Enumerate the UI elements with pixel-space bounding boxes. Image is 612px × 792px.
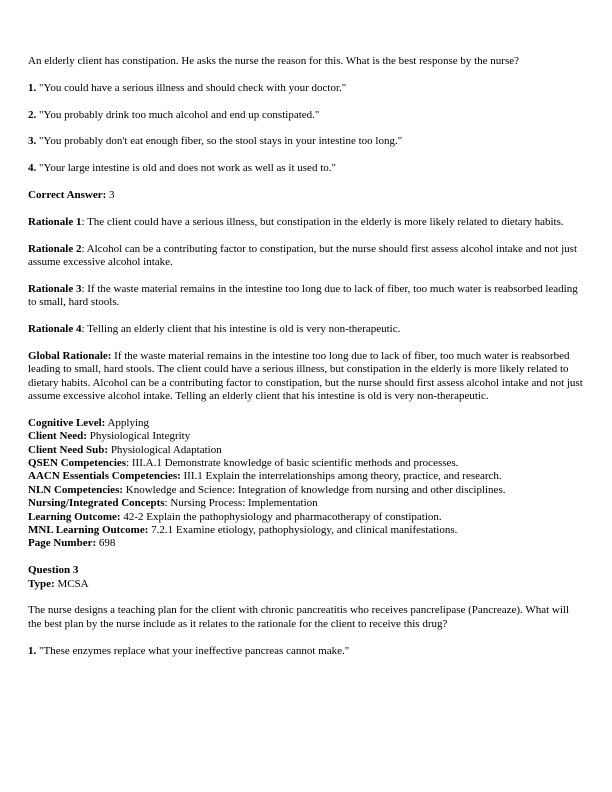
- text-run: An elderly client has constipation. He asks the nurse the reason for this. What is the best response by the nurse?: [28, 55, 520, 67]
- bold-text-run: Client Need Sub:: [28, 443, 109, 456]
- text-run: "You probably drink too much alcohol and end up constipated.": [36, 108, 320, 121]
- paragraph: [28, 243, 584, 270]
- paragraph: [28, 283, 584, 310]
- text-run: 698: [96, 537, 116, 550]
- paragraph: [28, 350, 584, 404]
- text-run: : The client could have a serious illness, but constipation in the elderly is more likely related to dietary habits.: [81, 215, 564, 228]
- text-run: Physiological Integrity: [86, 430, 191, 443]
- bold-text-run: Rationale 1: [28, 215, 82, 228]
- bold-text-run: 3.: [28, 135, 37, 148]
- bold-text-run: QSEN Competencies: [28, 457, 127, 470]
- text-block: [28, 189, 584, 202]
- bold-text-run: Rationale 4: [28, 322, 82, 335]
- text-block: [28, 417, 584, 551]
- text-block: [28, 564, 584, 591]
- bold-text-run: NLN Competencies:: [28, 483, 124, 496]
- bold-text-run: 1.: [28, 644, 37, 657]
- text-run: Knowledge and Science: Integration of knowledge from nursing and other disciplines.: [123, 483, 506, 496]
- paragraph: [28, 645, 584, 658]
- paragraph: [28, 417, 584, 430]
- bold-text-run: Type:: [28, 577, 55, 590]
- bold-text-run: Correct Answer:: [28, 188, 107, 201]
- text-run: "These enzymes replace what your ineffective pancreas cannot make.": [36, 644, 350, 657]
- bold-text-run: 1.: [28, 81, 37, 94]
- text-run: 42-2 Explain the pathophysiology and pharmacotherapy of constipation.: [120, 510, 442, 523]
- text-run: Physiological Adaptation: [108, 443, 222, 456]
- text-run: If the waste material remains in the intestine too long due to lack of fiber, too much water is reabsorbed leading to small, hard stools. The client could have a serious illness, but constipation in the elderly is more likely related to dietary habits. Alcohol can be a contributing factor to constipation, but the nurse should first assess alcohol intake and not just assume excessive alcohol intake. Telling an elderly client that his intestine is old is very non-therapeutic.: [28, 349, 583, 402]
- bold-text-run: 4.: [28, 162, 37, 175]
- paragraph: [28, 109, 584, 122]
- bold-text-run: Rationale 2: [28, 242, 82, 255]
- text-run: : Alcohol can be a contributing factor to constipation, but the nurse should first assess alcohol intake and not just assume excessive alcohol intake.: [28, 242, 577, 268]
- text-run: : If the waste material remains in the intestine too long due to lack of fiber, too much water is reabsorbed leading to small, hard stools.: [28, 282, 578, 309]
- text-run: 3: [106, 188, 115, 201]
- paragraph: [28, 470, 584, 483]
- paragraph: [28, 604, 584, 631]
- bold-text-run: Cognitive Level:: [28, 416, 106, 429]
- paragraph: [28, 484, 584, 497]
- paragraph: [28, 189, 584, 202]
- bold-text-run: MNL Learning Outcome:: [28, 524, 149, 537]
- text-run: The nurse designs a teaching plan for the client with chronic pancreatitis who receives pancrelipase (Pancreaze). What will the best plan by the nurse include as it relates to the rationale for the client to receive this drug?: [28, 604, 570, 630]
- paragraph: [28, 578, 584, 591]
- bold-text-run: Rationale 3: [28, 282, 82, 295]
- paragraph: [28, 511, 584, 524]
- text-run: "Your large intestine is old and does not work as well as it used to.": [36, 162, 336, 175]
- text-block: [28, 323, 584, 336]
- text-block: [28, 350, 584, 404]
- text-block: [28, 82, 584, 95]
- text-block: [28, 135, 584, 148]
- paragraph: [28, 524, 584, 537]
- text-block: [28, 216, 584, 229]
- bold-text-run: Question 3: [28, 564, 79, 577]
- paragraph: [28, 55, 584, 68]
- text-run: III.1 Explain the interrelationships among theory, practice, and research.: [180, 470, 502, 483]
- bold-text-run: AACN Essentials Competencies:: [28, 470, 181, 483]
- paragraph: [28, 82, 584, 95]
- bold-text-run: Client Need:: [28, 430, 87, 443]
- text-run: "You could have a serious illness and should check with your doctor.": [36, 81, 347, 94]
- text-block: [28, 645, 584, 658]
- text-run: : III.A.1 Demonstrate knowledge of basic scientific methods and processes.: [126, 457, 459, 470]
- paragraph: [28, 457, 584, 470]
- text-run: : Nursing Process: Implementation: [164, 497, 318, 510]
- text-run: : Telling an elderly client that his intestine is old is very non-therapeutic.: [81, 322, 401, 335]
- text-block: [28, 604, 584, 631]
- text-run: 7.2.1 Examine etiology, pathophysiology, and clinical manifestations.: [148, 524, 458, 537]
- text-block: [28, 283, 584, 310]
- bold-text-run: 2.: [28, 108, 37, 121]
- paragraph: [28, 323, 584, 336]
- text-block: [28, 243, 584, 270]
- bold-text-run: Learning Outcome:: [28, 510, 121, 523]
- paragraph: [28, 444, 584, 457]
- paragraph: [28, 135, 584, 148]
- paragraph: [28, 564, 584, 577]
- paragraph: [28, 537, 584, 550]
- bold-text-run: Nursing/Integrated Concepts: [28, 497, 165, 510]
- bold-text-run: Page Number:: [28, 537, 97, 550]
- text-block: [28, 55, 584, 68]
- bold-text-run: Global Rationale:: [28, 349, 112, 362]
- text-run: Applying: [105, 416, 149, 429]
- text-run: MCSA: [54, 577, 89, 590]
- paragraph: [28, 430, 584, 443]
- paragraph: [28, 216, 584, 229]
- text-block: [28, 109, 584, 122]
- text-run: "You probably don't eat enough fiber, so the stool stays in your intestine too long.": [36, 135, 403, 148]
- text-block: [28, 162, 584, 175]
- paragraph: [28, 162, 584, 175]
- paragraph: [28, 497, 584, 510]
